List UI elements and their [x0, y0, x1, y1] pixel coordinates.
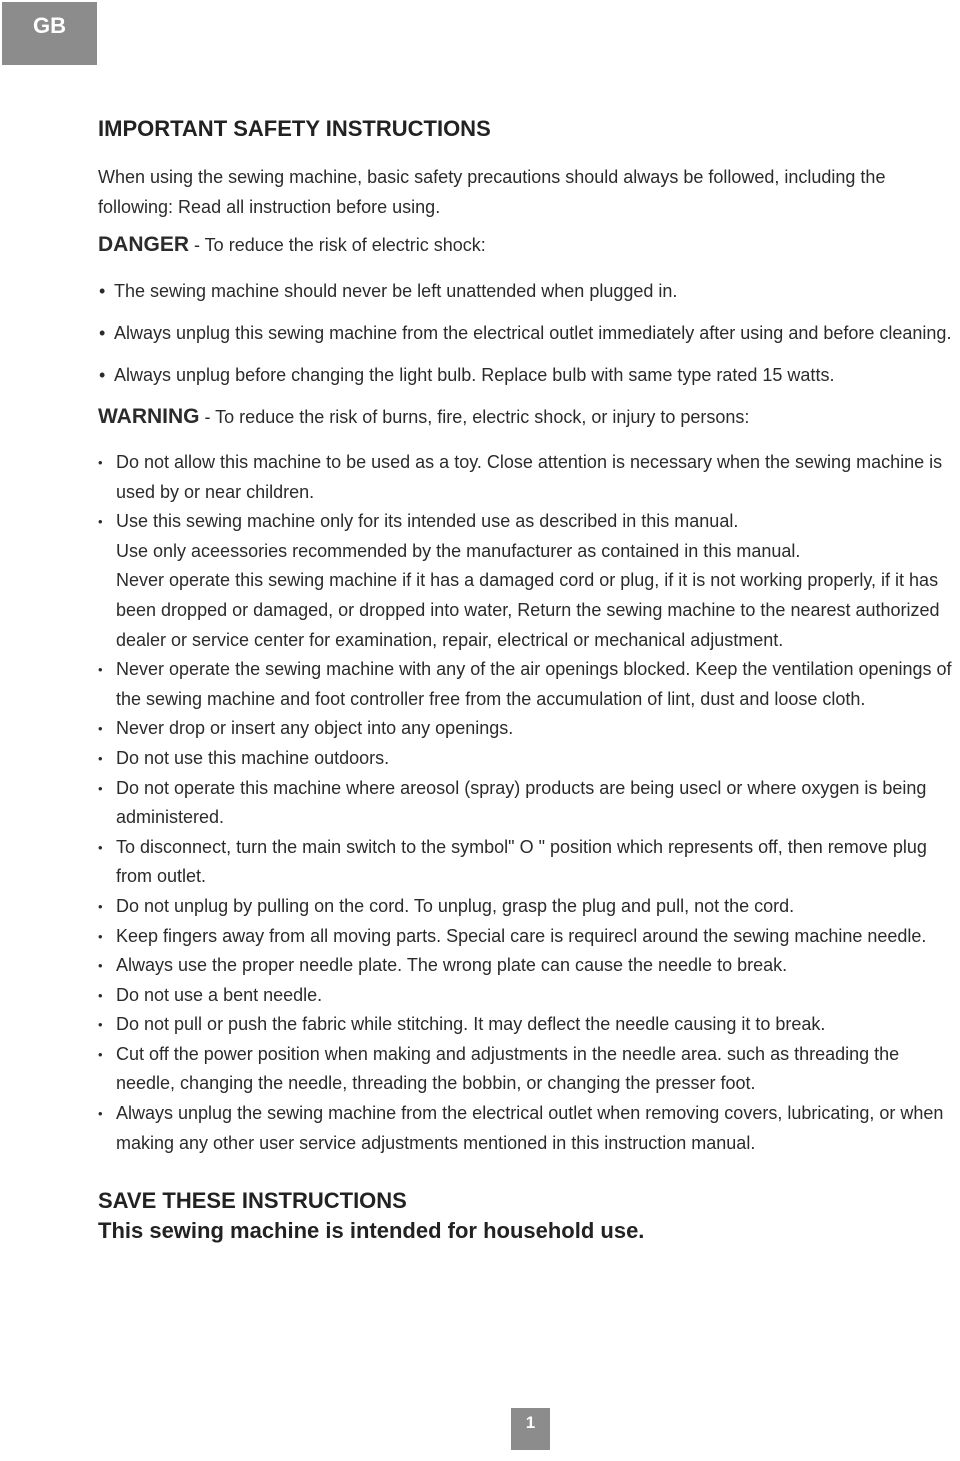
save-instructions-heading: SAVE THESE INSTRUCTIONS: [98, 1188, 407, 1214]
page-title: IMPORTANT SAFETY INSTRUCTIONS: [98, 116, 491, 141]
list-item: • Do not allow this machine to be used as a toy. Close attention is necessary when the sewing machine is used by or near children.: [98, 448, 960, 507]
list-item: • Do not unplug by pulling on the cord. To unplug, grasp the plug and pull, not the cord.: [98, 892, 960, 922]
list-item: • Always use the proper needle plate. The wrong plate can cause the needle to break.: [98, 951, 960, 981]
list-item: • Always unplug before changing the light bulb. Replace bulb with same type rated 15 watts.: [98, 360, 960, 390]
list-item: • Never drop or insert any object into any openings.: [98, 714, 960, 744]
page-number: 1: [511, 1408, 550, 1450]
list-item: • Always unplug this sewing machine from the electrical outlet immediately after using and before cleaning.: [98, 318, 960, 348]
document-body: [98, 114, 960, 1246]
list-item: • Cut off the power position when making and adjustments in the needle area. such as threading the needle, changing the needle, threading the bobbin, or changing the presser foot.: [98, 1040, 960, 1099]
list-item: • Do not operate this machine where areosol (spray) products are being usecl or where oxygen is being administered.: [98, 774, 960, 833]
warning-heading-text: - To reduce the risk of burns, fire, electric shock, or injury to persons:: [199, 407, 750, 427]
danger-heading: [98, 230, 960, 260]
list-item: • Do not use a bent needle.: [98, 981, 960, 1011]
intro-paragraph: When using the sewing machine, basic safety precautions should always be followed, including the following: Read all instruction before using.: [98, 167, 886, 217]
list-item: • Do not use this machine outdoors.: [98, 744, 960, 774]
list-item: Never operate this sewing machine if it has a damaged cord or plug, if it is not working properly, if it has been dropped or damaged, or dropped into water, Return the sewing machine to the nearest authorized dealer or service center for examination, repair, electrical or mechanical adjustment.: [116, 570, 940, 650]
list-item: • The sewing machine should never be left unattended when plugged in.: [98, 276, 960, 306]
warning-keyword: WARNING: [98, 405, 200, 428]
language-tab: GB: [2, 2, 97, 65]
danger-keyword: DANGER: [98, 233, 190, 256]
list-item: • Never operate the sewing machine with any of the air openings blocked. Keep the ventilation openings of the sewing machine and foot controller free from the accumulation of lint, dust and loose cloth.: [98, 655, 960, 714]
household-use-note: This sewing machine is intended for household use.: [98, 1218, 645, 1244]
list-item: • Always unplug the sewing machine from the electrical outlet when removing covers, lubricating, or when making any other user service adjustments mentioned in this instruction manual.: [98, 1099, 960, 1158]
list-item: • Do not pull or push the fabric while stitching. It may deflect the needle causing it to break.: [98, 1010, 960, 1040]
list-item: • Use this sewing machine only for its intended use as described in this manual.: [98, 507, 960, 537]
warning-list: [98, 448, 960, 1158]
danger-list: [98, 276, 960, 390]
warning-heading: [98, 402, 960, 432]
danger-heading-text: - To reduce the risk of electric shock:: [189, 235, 486, 255]
list-item: • To disconnect, turn the main switch to the symbol" O " position which represents off, then remove plug from outlet.: [98, 833, 960, 892]
list-item: Use only aceessories recommended by the manufacturer as contained in this manual.: [116, 540, 801, 561]
list-item: • Keep fingers away from all moving parts. Special care is requirecl around the sewing machine needle.: [98, 922, 960, 952]
